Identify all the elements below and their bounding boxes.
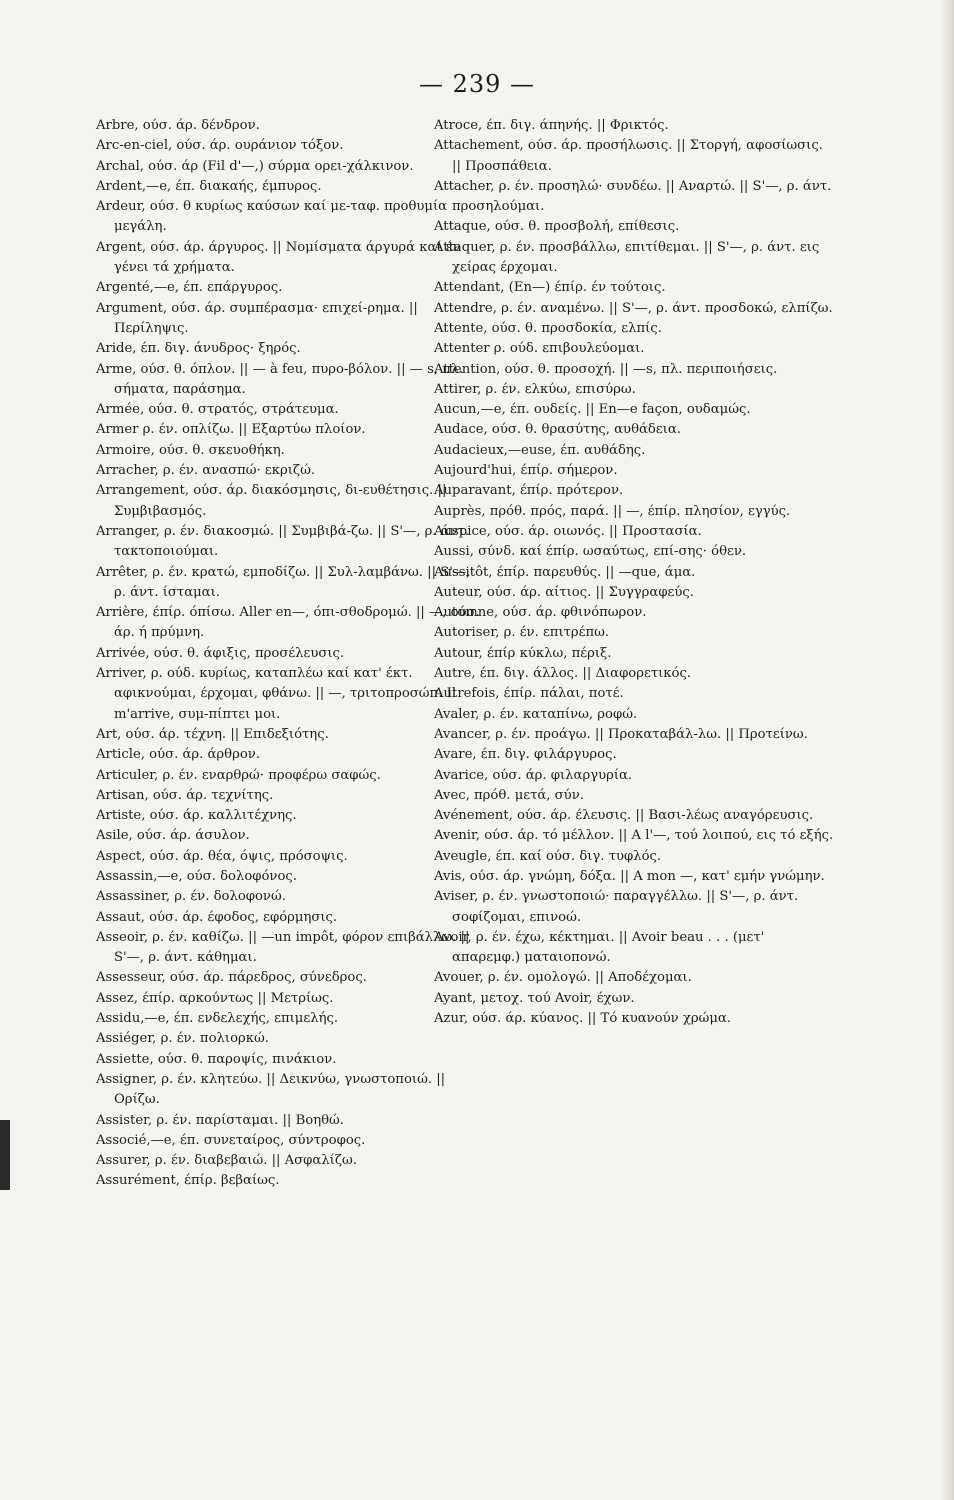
dictionary-entry: Avec, πρόθ. μετά, σύν. [434, 787, 584, 803]
dictionary-entry: Arrangement, ούσ. άρ. διακόσμησις, δι-ευθέτησις. || Συμβιβασμός. [96, 483, 447, 519]
dictionary-entry: Audacieux,—euse, έπ. αυθάδης. [434, 442, 646, 458]
dictionary-entry: Aviser, ρ. έν. γνωστοποιώ· παραγγέλλω. || S'—, ρ. άντ. σοφίζομαι, επινοώ. [434, 889, 799, 925]
dictionary-entry: Armer ρ. έν. οπλίζω. || Εξαρτύω πλοίον. [96, 422, 366, 438]
dictionary-entry: Ardeur, ούσ. θ κυρίως καύσων καί με-ταφ. προθυμία μεγάλη. [96, 199, 448, 235]
dictionary-entry: Attenter ρ. ούδ. επιβουλεύομαι. [434, 341, 645, 357]
dictionary-entry: Aujourd'hui, έπίρ. σήμερον. [434, 463, 618, 479]
dictionary-entry: Attirer, ρ. έν. ελκύω, επισύρω. [434, 381, 636, 397]
page-number: — 239 — [418, 70, 536, 98]
dictionary-entry: Argent, ούσ. άρ. άργυρος. || Νομίσματα άργυρά καί έν γένει τά χρήματα. [96, 239, 461, 276]
dictionary-entry: Associé,—e, έπ. συνεταίρος, σύντροφος. [96, 1132, 366, 1148]
left-column [96, 116, 486, 1192]
dictionary-entry: Assesseur, ούσ. άρ. πάρεδρος, σύνεδρος. [96, 970, 367, 986]
dictionary-entry: Avancer, ρ. έν. προάγω. || Προκαταβάλ-λω. || Προτείνω. [434, 726, 808, 742]
dictionary-entry: Assidu,—e, έπ. ενδελεχής, επιμελής. [96, 1011, 339, 1027]
dictionary-entry: Assurément, έπίρ. βεβαίως. [96, 1173, 280, 1189]
dictionary-entry: Assister, ρ. έν. παρίσταμαι. || Βοηθώ. [96, 1112, 344, 1128]
dictionary-entry: Avénement, ούσ. άρ. έλευσις. || Βασι-λέως αναγόρευσις. [434, 808, 814, 824]
dictionary-entry: Ardent,—e, έπ. διακαής, έμπυρος. [96, 178, 322, 194]
dictionary-entry: Autour, έπίρ κύκλω, πέριξ. [434, 645, 612, 661]
dictionary-entry: Avare, έπ. διγ. φιλάργυρος. [434, 747, 617, 763]
dictionary-entry: Aspect, ούσ. άρ. θέα, όψις, πρόσοψις. [96, 848, 348, 864]
dictionary-entry: Ayant, μετοχ. τού Avoir, έχων. [434, 990, 635, 1006]
dictionary-entry: Artiste, ούσ. άρ. καλλιτέχνης. [96, 808, 297, 824]
dictionary-entry: Armée, ούσ. θ. στρατός, στράτευμα. [96, 402, 339, 418]
dictionary-entry: Argenté,—e, έπ. επάργυρος. [96, 280, 283, 296]
dictionary-entry: Assaut, ούσ. άρ. έφοδος, εφόρμησις. [96, 909, 338, 925]
dictionary-entry: Aveugle, έπ. καί ούσ. διγ. τυφλός. [434, 848, 662, 864]
dictionary-entry: Argument, ούσ. άρ. συμπέρασμα· επιχεί-ρημα. || Περίληψις. [96, 300, 418, 336]
dictionary-entry: Assiéger, ρ. έν. πολιορκώ. [96, 1031, 269, 1047]
dictionary-entry: Art, ούσ. άρ. τέχνη. || Επιδεξιότης. [96, 726, 329, 742]
dictionary-entry: Assigner, ρ. έν. κλητεύω. || Δεικνύω, γνωστοποιώ. || Ορίζω. [96, 1071, 446, 1108]
dictionary-entry: Avenir, ούσ. άρ. τό μέλλον. || A l'—, τού λοιπού, εις τό εξής. [434, 828, 834, 844]
dictionary-entry: Autrefois, έπίρ. πάλαι, ποτέ. [434, 686, 624, 702]
dictionary-entry: Attendant, (En—) έπίρ. έν τούτοις. [434, 280, 666, 296]
dictionary-entry: Attention, ούσ. θ. προσοχή. || —s, πλ. περιποιήσεις. [434, 361, 778, 377]
dictionary-entry: Attaque, ούσ. θ. προσβολή, επίθεσις. [434, 219, 680, 235]
dictionary-entry: Arrêter, ρ. έν. κρατώ, εμποδίζω. || Συλ-λαμβάνω. || S'—, ρ. άντ. ίσταμαι. [96, 564, 471, 600]
dictionary-entry: Avarice, ούσ. άρ. φιλαργυρία. [434, 767, 633, 783]
dictionary-entry: Attachement, ούσ. άρ. προσήλωσις. || Στοργή, αφοσίωσις. || Προσπάθεια. [434, 138, 823, 174]
dictionary-entry: Azur, ούσ. άρ. κύανος. || Τό κυανούν χρώμα. [434, 1011, 731, 1027]
dictionary-entry: Artisan, ούσ. άρ. τεχνίτης. [96, 787, 274, 803]
dictionary-entry: Auspice, ούσ. άρ. οιωνός. || Προστασία. [434, 523, 702, 539]
dictionary-entry: Articuler, ρ. έν. εναρθρώ· προφέρω σαφώς. [96, 767, 381, 783]
dictionary-entry: Auprès, πρόθ. πρός, παρά. || —, έπίρ. πλησίον, εγγύς. [434, 503, 791, 519]
page-edge [940, 0, 954, 1500]
dictionary-entry: Attacher, ρ. έν. προσηλώ· συνδέω. || Αναρτώ. || S'—, ρ. άντ. προσηλούμαι. [434, 178, 832, 215]
dictionary-entry: Assassin,—e, ούσ. δολοφόνος. [96, 868, 297, 884]
dictionary-entry: Arriver, ρ. ούδ. κυρίως, καταπλέω καί κατ' έκτ. αφικνούμαι, έρχομαι, φθάνω. || —, τριτοπροσώπ. Il m'arrive, συμ-πίπτει μοι. [96, 666, 457, 722]
dictionary-entry: Arc-en-ciel, ούσ. άρ. ουράνιον τόξον. [96, 138, 344, 154]
dictionary-entry: Aussitôt, έπίρ. παρευθύς. || —que, άμα. [434, 564, 696, 580]
dictionary-entry: Assurer, ρ. έν. διαβεβαιώ. || Ασφαλίζω. [96, 1153, 357, 1169]
dictionary-entry: Archal, ούσ. άρ (Fil d'—,) σύρμα ορει-χάλκινον. [96, 158, 414, 174]
dictionary-entry: Auteur, ούσ. άρ. αίτιος. || Συγγραφεύς. [434, 584, 694, 600]
dictionary-entry: Article, ούσ. άρ. άρθρον. [96, 747, 261, 763]
dictionary-entry: Autoriser, ρ. έν. επιτρέπω. [434, 625, 610, 641]
right-column [434, 116, 834, 1029]
dictionary-entry: Aussi, σύνδ. καί έπίρ. ωσαύτως, επί-σης· όθεν. [434, 544, 747, 560]
dictionary-entry: Attendre, ρ. έν. αναμένω. || S'—, ρ. άντ. προσδοκώ, ελπίζω. [434, 300, 833, 316]
dictionary-entry: Asseoir, ρ. έν. καθίζω. || —un impôt, φόρον επιβάλλω. || S'—, ρ. άντ. κάθημαι. [96, 929, 470, 966]
dictionary-entry: Avaler, ρ. έν. καταπίνω, ροφώ. [434, 706, 638, 722]
dictionary-entry: Aucun,—e, έπ. ουδείς. || En—e façon, ουδαμώς. [434, 402, 751, 418]
dictionary-entry: Auparavant, έπίρ. πρότερον. [434, 483, 624, 499]
dictionary-entry: Arracher, ρ. έν. ανασπώ· εκριζώ. [96, 463, 316, 479]
dictionary-entry: Avouer, ρ. έν. ομολογώ. || Αποδέχομαι. [434, 970, 692, 986]
dictionary-entry: Attente, ούσ. θ. προσδοκία, ελπίς. [434, 320, 662, 336]
dictionary-entry: Assassiner, ρ. έν. δολοφονώ. [96, 889, 286, 905]
dictionary-entry: Aride, έπ. διγ. άνυδρος· ξηρός. [96, 341, 301, 357]
dictionary-entry: Arranger, ρ. έν. διακοσμώ. || Συμβιβά-ζω. || S'—, ρ. άντ. τακτοποιούμαι. [96, 523, 470, 560]
dictionary-entry: Autre, έπ. διγ. άλλος. || Διαφορετικός. [434, 666, 692, 682]
binding-shadow [0, 1120, 10, 1190]
dictionary-entry: Arrière, έπίρ. όπίσω. Aller en—, όπι-σθοδρομώ. || —, ούσ. άρ. ή πρύμνη. [96, 605, 480, 641]
dictionary-entry: Avoir, ρ. έν. έχω, κέκτημαι. || Avoir beau . . . (μετ' απαρεμφ.) ματαιοπονώ. [434, 929, 765, 966]
dictionary-entry: Assiette, ούσ. θ. παροψίς, πινάκιον. [96, 1051, 337, 1067]
dictionary-entry: Automne, ούσ. άρ. φθινόπωρον. [434, 605, 647, 621]
dictionary-entry: Asile, ούσ. άρ. άσυλον. [96, 828, 250, 844]
dictionary-entry: Armoire, ούσ. θ. σκευοθήκη. [96, 442, 285, 458]
dictionary-entry: Assez, έπίρ. αρκούντως || Μετρίως. [96, 990, 334, 1006]
dictionary-entry: Avis, ούσ. άρ. γνώμη, δόξα. || A mon —, κατ' εμήν γνώμην. [434, 868, 825, 884]
dictionary-entry: Audace, ούσ. θ. θρασύτης, αυθάδεια. [434, 422, 681, 438]
dictionary-entry: Arbre, ούσ. άρ. δένδρον. [96, 118, 260, 133]
dictionary-entry: Atroce, έπ. διγ. άπηνής. || Φρικτός. [434, 118, 669, 133]
dictionary-entry: Arrivée, ούσ. θ. άφιξις, προσέλευσις. [96, 645, 345, 661]
dictionary-entry: Arme, ούσ. θ. όπλον. || — à feu, πυρο-βόλον. || — s, πλ. σήματα, παράσημα. [96, 361, 464, 397]
dictionary-entry: Attaquer, ρ. έν. προσβάλλω, επιτίθεμαι. || S'—, ρ. άντ. εις χείρας έρχομαι. [434, 239, 820, 276]
